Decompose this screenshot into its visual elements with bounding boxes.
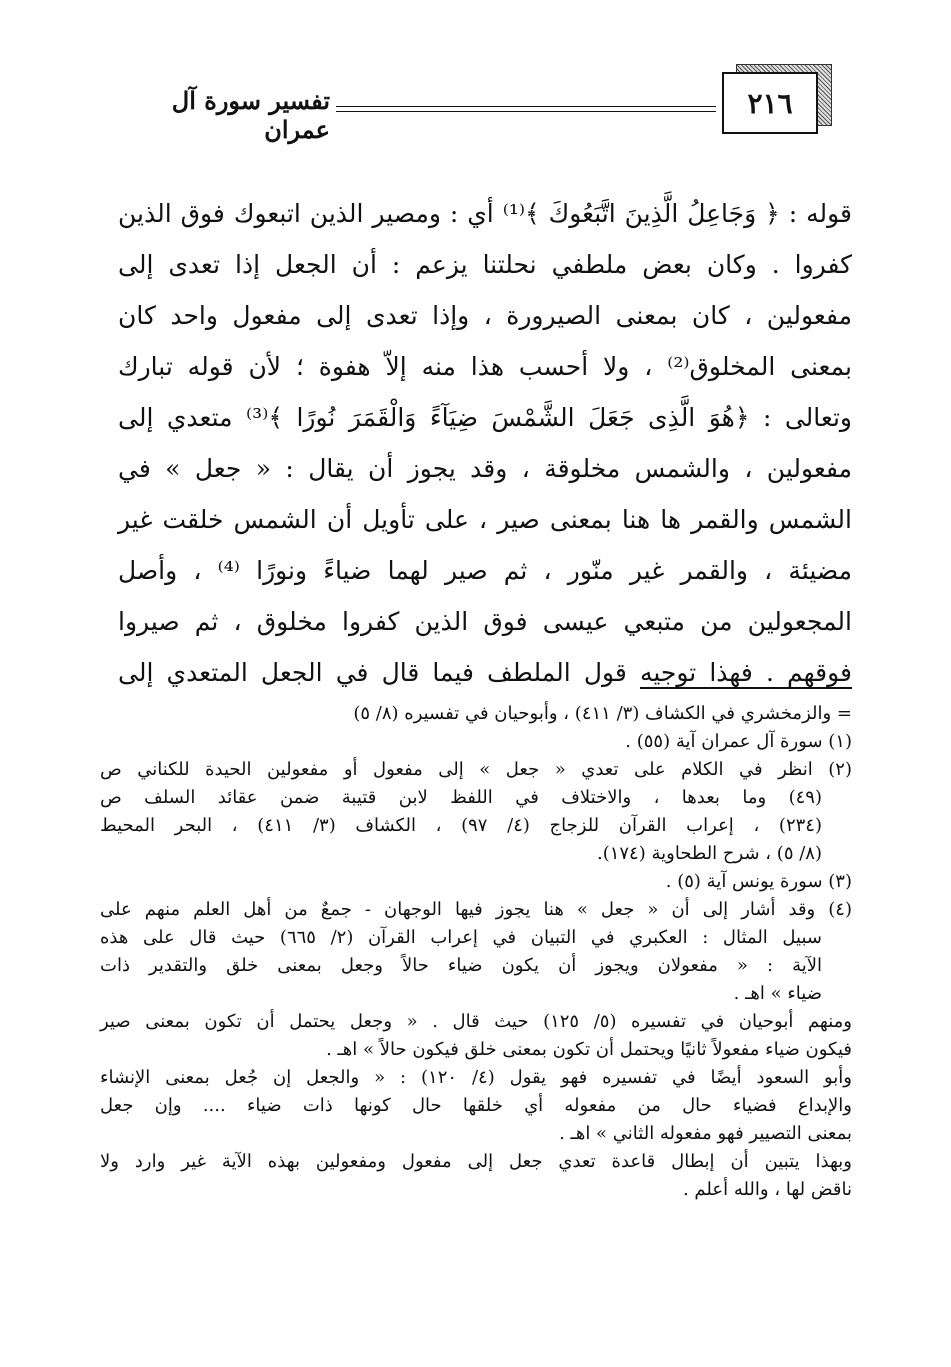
footnote-line: (١) سورة آل عمران آية (٥٥) . bbox=[625, 731, 852, 752]
footnote-line: وبهذا يتبين أن إبطال قاعدة تعدي جعل إلى مفعول ومفعولين بهذه الآية غير وارد ولا bbox=[100, 1151, 852, 1172]
main-text-line: وتعالى : ﴿هُوَ الَّذِى جَعَلَ الشَّمْسَ ضِيَآءً وَالْقَمَرَ نُورًا ﴾⁽³⁾ متعدي إلى bbox=[118, 403, 852, 432]
footnotes bbox=[100, 700, 852, 1204]
footnote-line: (٨/ ٥) ، شرح الطحاوية (١٧٤). bbox=[596, 843, 822, 864]
main-text bbox=[118, 188, 852, 698]
main-text-line-last bbox=[118, 647, 852, 698]
footnote-line: سبيل المثال : العكبري في التبيان في إعراب القرآن (٢/ ٦٦٥) حيث قال على هذه bbox=[100, 927, 822, 948]
footnote-line: ضياء » اهـ . bbox=[733, 983, 822, 1004]
footnote-line: (٣) سورة يونس آية (٥) . bbox=[665, 871, 852, 892]
main-text-line: مفعولين ، والشمس مخلوقة ، وقد يجوز أن يقال : « جعل » في bbox=[118, 454, 852, 483]
last-line-rest: قول الملطف فيما قال في الجعل المتعدي إلى bbox=[118, 658, 640, 687]
main-text-line: كفروا . وكان بعض ملطفي نحلتنا يزعم : أن الجعل إذا تعدى إلى bbox=[118, 250, 852, 279]
main-text-line: الشمس والقمر ها هنا بمعنى صير ، على تأويل أن الشمس خلقت غير bbox=[118, 505, 852, 534]
underlined-phrase: فوقهم . فهذا توجيه bbox=[639, 658, 852, 687]
main-text-line: مضيئة ، والقمر غير منّور ، ثم صير لهما ضياءً ونورًا ⁽⁴⁾ ، وأصل bbox=[118, 556, 852, 585]
footnote-line: الآية : « مفعولان ويجوز أن يكون ضياء حالاً وجعل بمعنى خلق والتقدير ذات bbox=[100, 955, 822, 976]
footnote-line: والإبداع فضياء حال من مفعوله أي خلقها حال كونها ذات ضياء .... وإن جعل bbox=[100, 1095, 852, 1116]
footnote-line: (٢٣٤) ، إعراب القرآن للزجاج (٤/ ٩٧) ، الكشاف (٣/ ٤١١) ، البحر المحيط bbox=[100, 815, 822, 836]
main-text-line: بمعنى المخلوق⁽²⁾ ، ولا أحسب هذا منه إلاّ هفوة ؛ لأن قوله تبارك bbox=[118, 352, 853, 381]
main-text-line: المجعولين من متبعي عيسى فوق الذين كفروا مخلوق ، ثم صيروا bbox=[118, 607, 852, 636]
page-number: ٢١٦ bbox=[722, 72, 818, 134]
main-text-line: قوله : ﴿ وَجَاعِلُ الَّذِينَ اتَّبَعُوكَ ﴾⁽¹⁾ أي : ومصير الذين اتبعوك فوق الذين bbox=[118, 199, 853, 228]
footnote-line: بمعنى التصيير فهو مفعوله الثاني » اهـ . bbox=[559, 1123, 852, 1144]
footnote-line: وأبو السعود أيضًا في تفسيره فهو يقول (٤/ ١٢٠) : « والجعل إن جُعل بمعنى الإنشاء bbox=[100, 1067, 852, 1088]
footnote-line: (٤) وقد أشار إلى أن « جعل » هنا يجوز فيها الوجهان - جمعٌ من أهل العلم منهم على bbox=[100, 899, 852, 920]
header-rule-bottom bbox=[336, 111, 716, 112]
footnote-line: (٤٩) وما بعدها ، والاختلاف في اللفظ لابن قتيبة ضمن عقائد السلف ص bbox=[100, 787, 822, 808]
footnote-line: ومنهم أبوحيان في تفسيره (٥/ ١٢٥) حيث قال . « وجعل يحتمل أن تكون بمعنى صير bbox=[100, 1011, 852, 1032]
header-rule-top bbox=[336, 106, 716, 107]
running-header-title: تفسير سورة آل عمران bbox=[171, 86, 330, 144]
main-text-line: مفعولين ، كان بمعنى الصيرورة ، وإذا تعدى إلى مفعول واحد كان bbox=[118, 301, 852, 330]
footnote-line: فيكون ضياء مفعولاً ثانيًا ويحتمل أن تكون بمعنى خلق فيكون حالاً » اهـ . bbox=[326, 1039, 852, 1060]
footnote-line: (٢) انظر في الكلام على تعدي « جعل » إلى مفعول أو مفعولين الحيدة للكناني ص bbox=[100, 759, 852, 780]
footnote-line: ناقض لها ، والله أعلم . bbox=[682, 1179, 852, 1200]
footnote-line: = والزمخشري في الكشاف (٣/ ٤١١) ، وأبوحيان في تفسيره (٨/ ٥) bbox=[353, 703, 852, 724]
